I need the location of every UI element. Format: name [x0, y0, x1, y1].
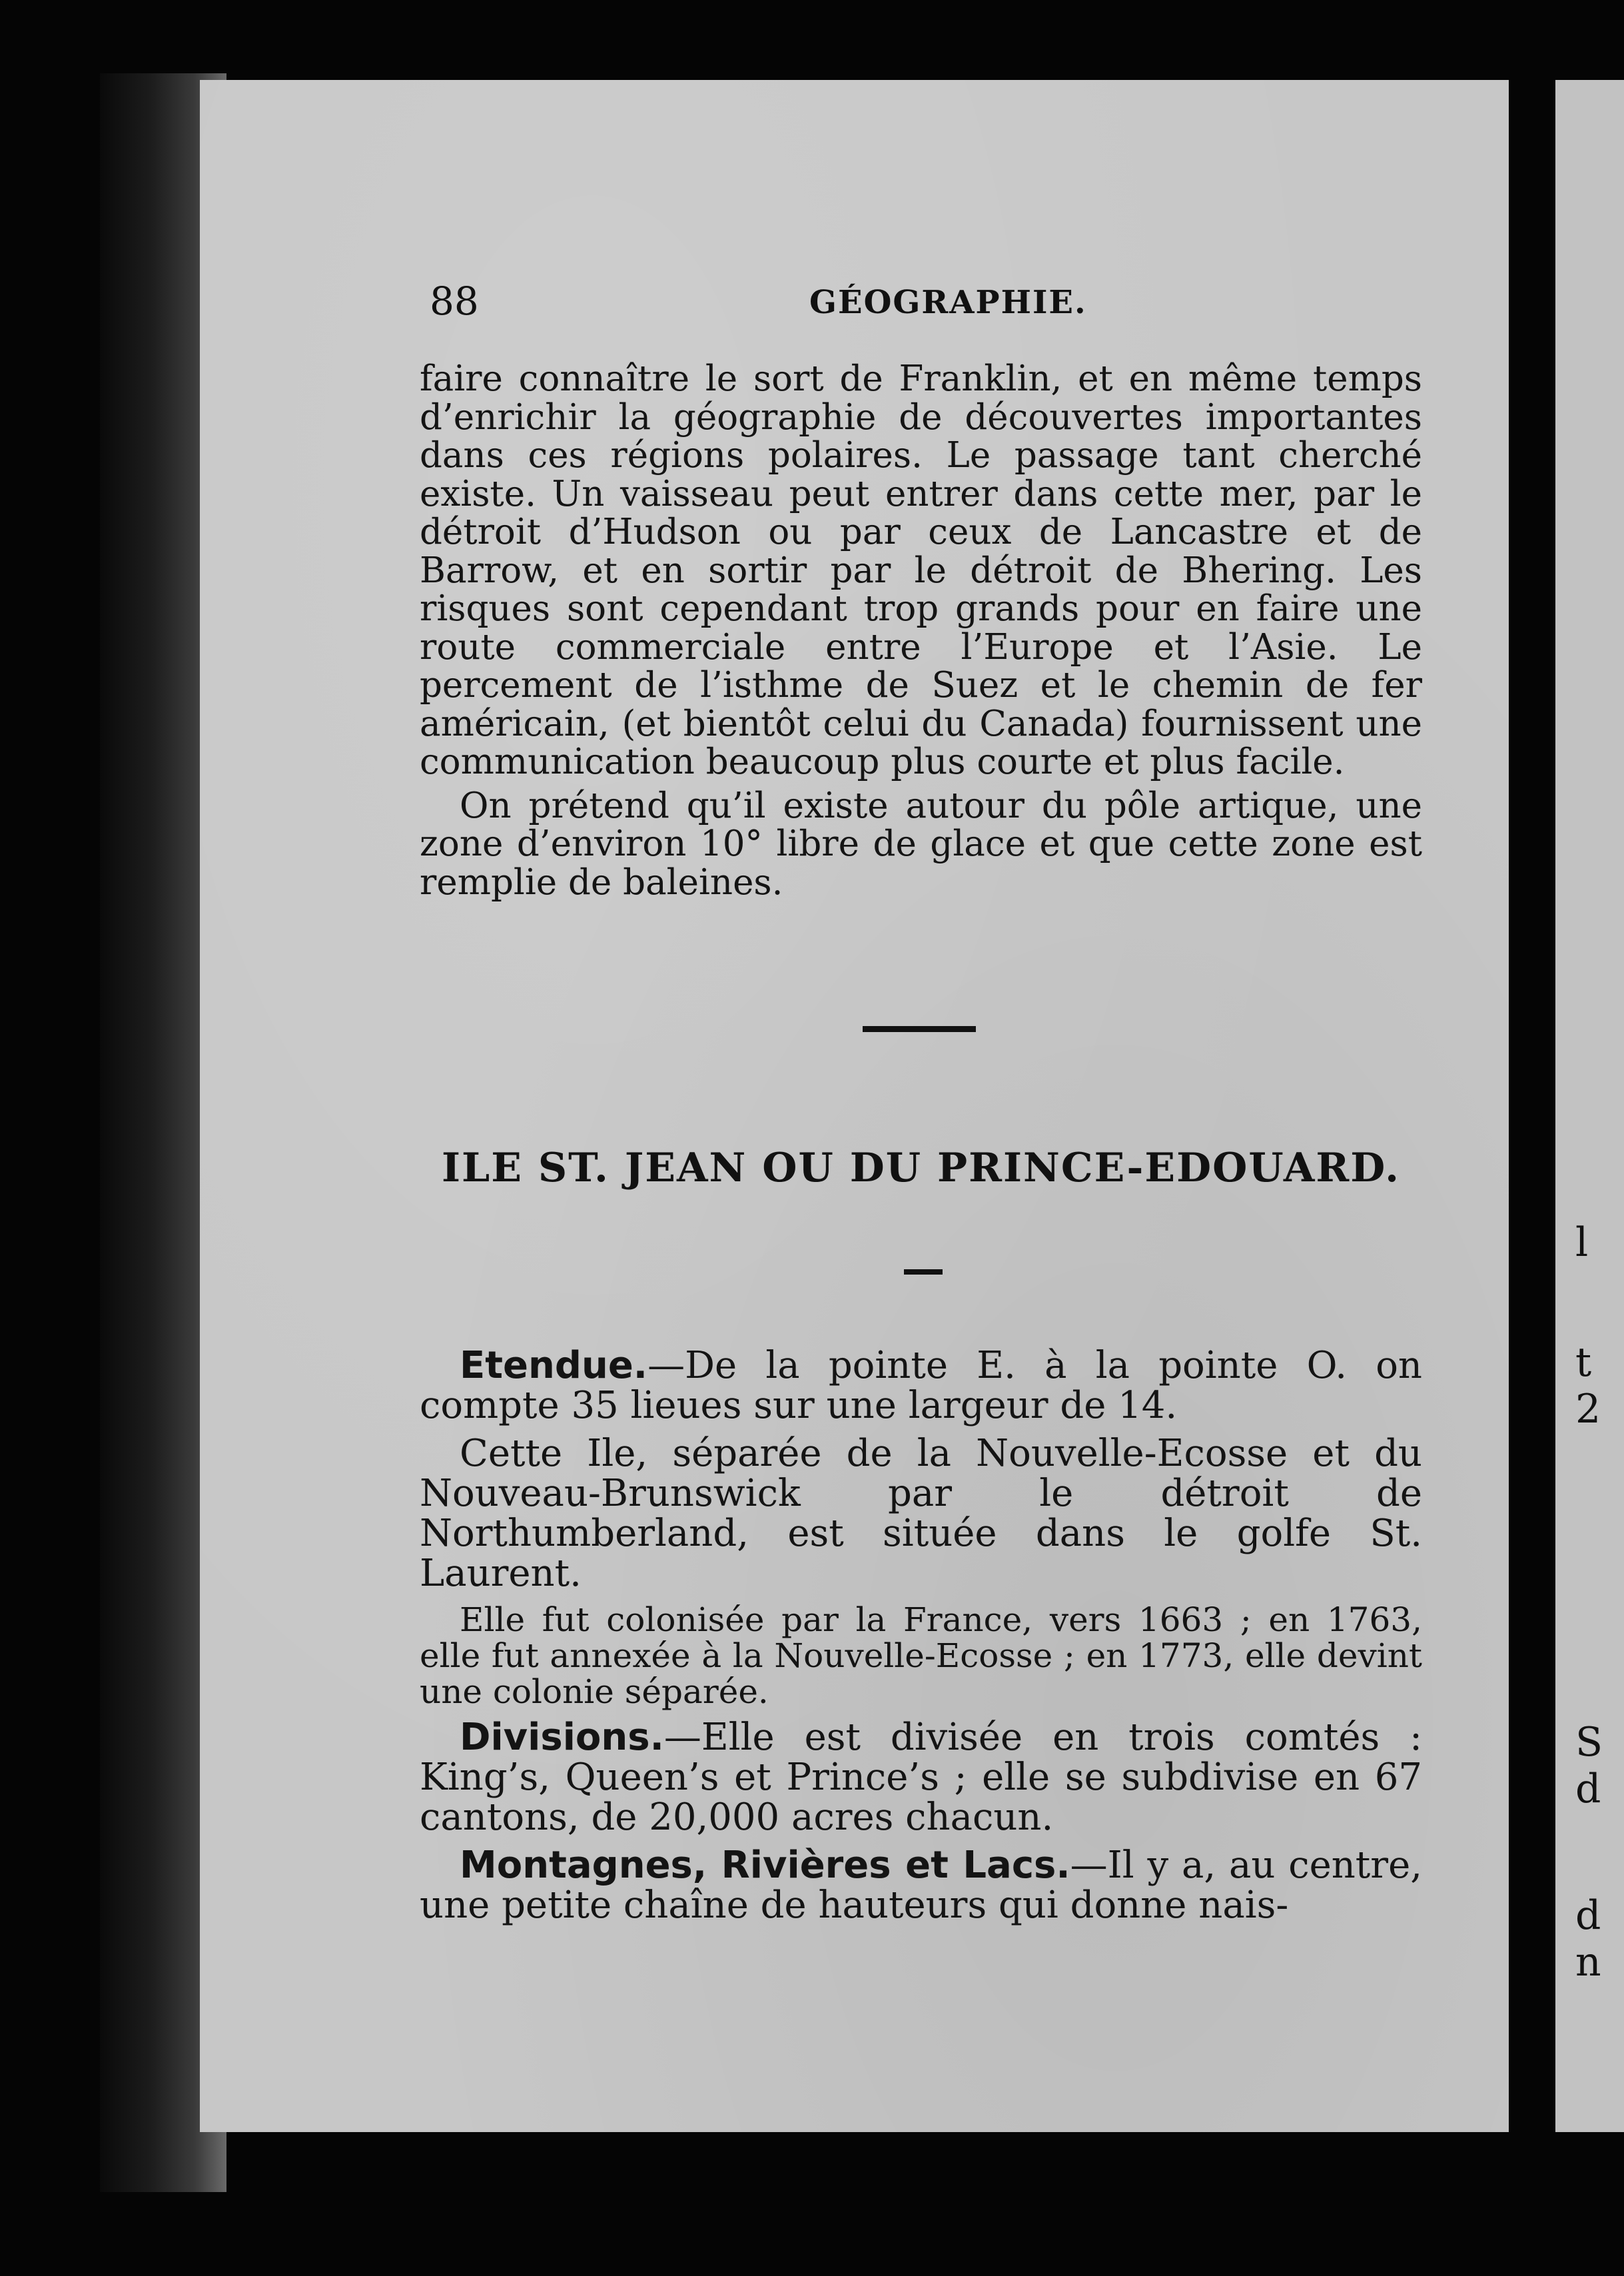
running-head — [430, 279, 1419, 325]
section-title: ILE ST. JEAN OU DU PRINCE-EDOUARD. — [441, 1145, 1401, 1191]
running-title: GÉOGRAPHIE. — [809, 284, 1087, 321]
rubric-montagnes: Montagnes, Rivières et Lacs. — [460, 1844, 1070, 1887]
adjacent-fragment: l — [1575, 1219, 1589, 1266]
rubric-etendue: Etendue. — [460, 1344, 648, 1387]
section-body — [420, 1346, 1422, 1934]
adjacent-fragment: t — [1575, 1339, 1592, 1386]
etendue-paragraph — [420, 1346, 1422, 1426]
page-number: 88 — [430, 279, 479, 324]
adjacent-fragment: d — [1575, 1766, 1601, 1812]
title-dash — [904, 1269, 943, 1275]
divisions-text: —Elle est divisée en trois comtés : King’s, Queen’s et Prince’s ; elle se subdivise en 67 cantons, de 20,000 acres chacun. — [420, 1716, 1422, 1839]
rubric-divisions: Divisions. — [460, 1716, 664, 1759]
etendue-text: —De la pointe E. à la pointe O. on compte 35 lieues sur une largeur de 14. — [420, 1344, 1422, 1427]
continuation-text — [420, 360, 1422, 901]
adjacent-fragment: d — [1575, 1892, 1601, 1939]
adjacent-page-strip — [1555, 80, 1624, 2132]
adjacent-fragment: 2 — [1575, 1386, 1601, 1432]
section-divider — [863, 1026, 976, 1032]
adjacent-fragment: n — [1575, 1939, 1601, 1986]
adjacent-fragment: S — [1575, 1719, 1603, 1766]
montagnes-text: —Il y a, au centre, une petite chaîne de hauteurs qui donne nais- — [420, 1844, 1423, 1927]
paragraph: faire connaître le sort de Franklin, et en même temps d’enrichir la géographie de découvertes importantes dans ces régions polaires. Le passage tant cherché existe. Un vaisseau peut entrer dans cette mer, par le détroit d’Hudson ou par ceux de Lancastre et de Barrow, et en sortir par le détroit de Bhering. Les risques sont cependant trop grands pour en faire une route commerciale entre l’Europe et l’Asie. Le percement de l’isthme de Suez et le chemin de fer américain, (et bientôt celui du Canada) fournissent une communication beaucoup plus courte et plus facile. — [420, 358, 1422, 782]
history-paragraph: Elle fut colonisée par la France, vers 1663 ; en 1763, elle fut annexée à la Nouvelle-Ecosse ; en 1773, elle devint une colonie séparée. — [420, 1600, 1422, 1711]
paragraph: On prétend qu’il existe autour du pôle artique, une zone d’environ 10° libre de glace et que cette zone est remplie de baleines. — [420, 785, 1422, 903]
divisions-paragraph — [420, 1718, 1422, 1838]
situation-paragraph: Cette Ile, séparée de la Nouvelle-Ecosse et du Nouveau-Brunswick par le détroit de Northumberland, est située dans le golfe St. Laurent. — [420, 1432, 1422, 1595]
montagnes-paragraph — [420, 1846, 1422, 1926]
